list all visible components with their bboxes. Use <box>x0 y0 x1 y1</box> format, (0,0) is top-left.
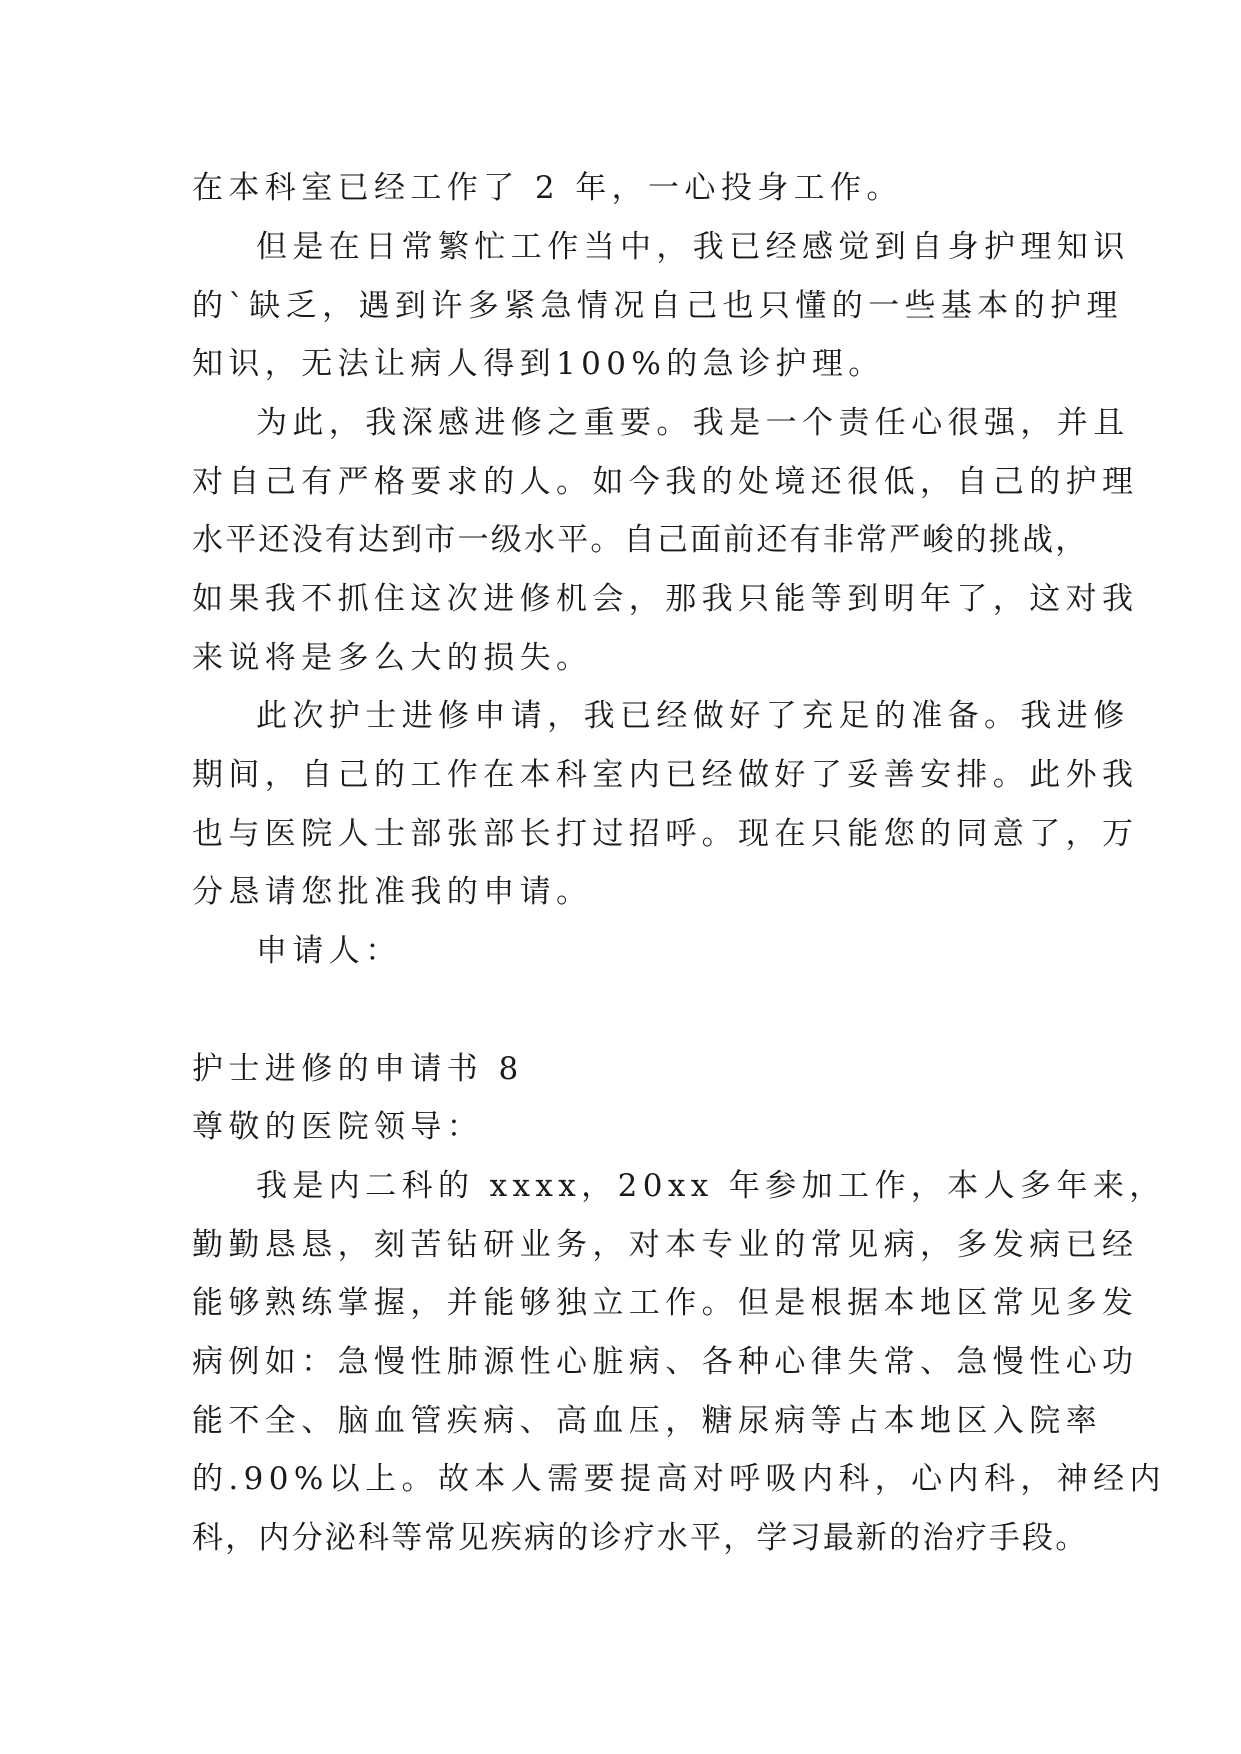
text-line: 分恳请您批准我的申请。 <box>192 874 593 910</box>
applicant-label: 申请人： <box>256 933 402 969</box>
paragraph-start: 此次护士进修申请，我已经做好了充足的准备。我进修 <box>256 698 1130 734</box>
text-line: 也与医院人士部张部长打过招呼。现在只能您的同意了，万 <box>192 816 1139 852</box>
text-line: 勤勤恳恳，刻苦钻研业务，对本专业的常见病，多发病已经 <box>192 1227 1139 1263</box>
text-line: 知识，无法让病人得到100%的急诊护理。 <box>192 346 885 382</box>
text-line: 能够熟练掌握，并能够独立工作。但是根据本地区常见多发 <box>192 1285 1139 1321</box>
text-line: 科，内分泌科等常见疾病的诊疗水平，学习最新的治疗手段。 <box>192 1520 1089 1556</box>
text-line: 的`缺乏，遇到许多紧急情况自己也只懂的一些基本的护理 <box>192 288 1123 324</box>
text-line: 病例如：急慢性肺源性心脏病、各种心律失常、急慢性心功 <box>192 1344 1139 1380</box>
salutation: 尊敬的医院领导： <box>192 1109 484 1145</box>
text-line: 来说将是多么大的损失。 <box>192 640 593 676</box>
paragraph-start: 但是在日常繁忙工作当中，我已经感觉到自身护理知识 <box>256 229 1130 265</box>
paragraph-start: 为此，我深感进修之重要。我是一个责任心很强，并且 <box>256 405 1130 441</box>
text-line: 期间，自己的工作在本科室内已经做好了妥善安排。此外我 <box>192 757 1139 793</box>
paragraph-start: 我是内二科的 xxxx，20xx 年参加工作，本人多年来， <box>256 1168 1166 1204</box>
section-title: 护士进修的申请书 8 <box>192 1051 524 1087</box>
text-line: 对自己有严格要求的人。如今我的处境还很低，自己的护理 <box>192 464 1139 500</box>
text-line: 水平还没有达到市一级水平。自己面前还有非常严峻的挑战， <box>192 522 1089 558</box>
text-line: 的.90%以上。故本人需要提高对呼吸内科，心内科，神经内 <box>192 1461 1166 1497</box>
text-line: 如果我不抓住这次进修机会，那我只能等到明年了，这对我 <box>192 581 1139 617</box>
text-line: 在本科室已经工作了 2 年，一心投身工作。 <box>192 170 903 206</box>
text-line: 能不全、脑血管疾病、高血压，糖尿病等占本地区入院率 <box>192 1403 1102 1439</box>
